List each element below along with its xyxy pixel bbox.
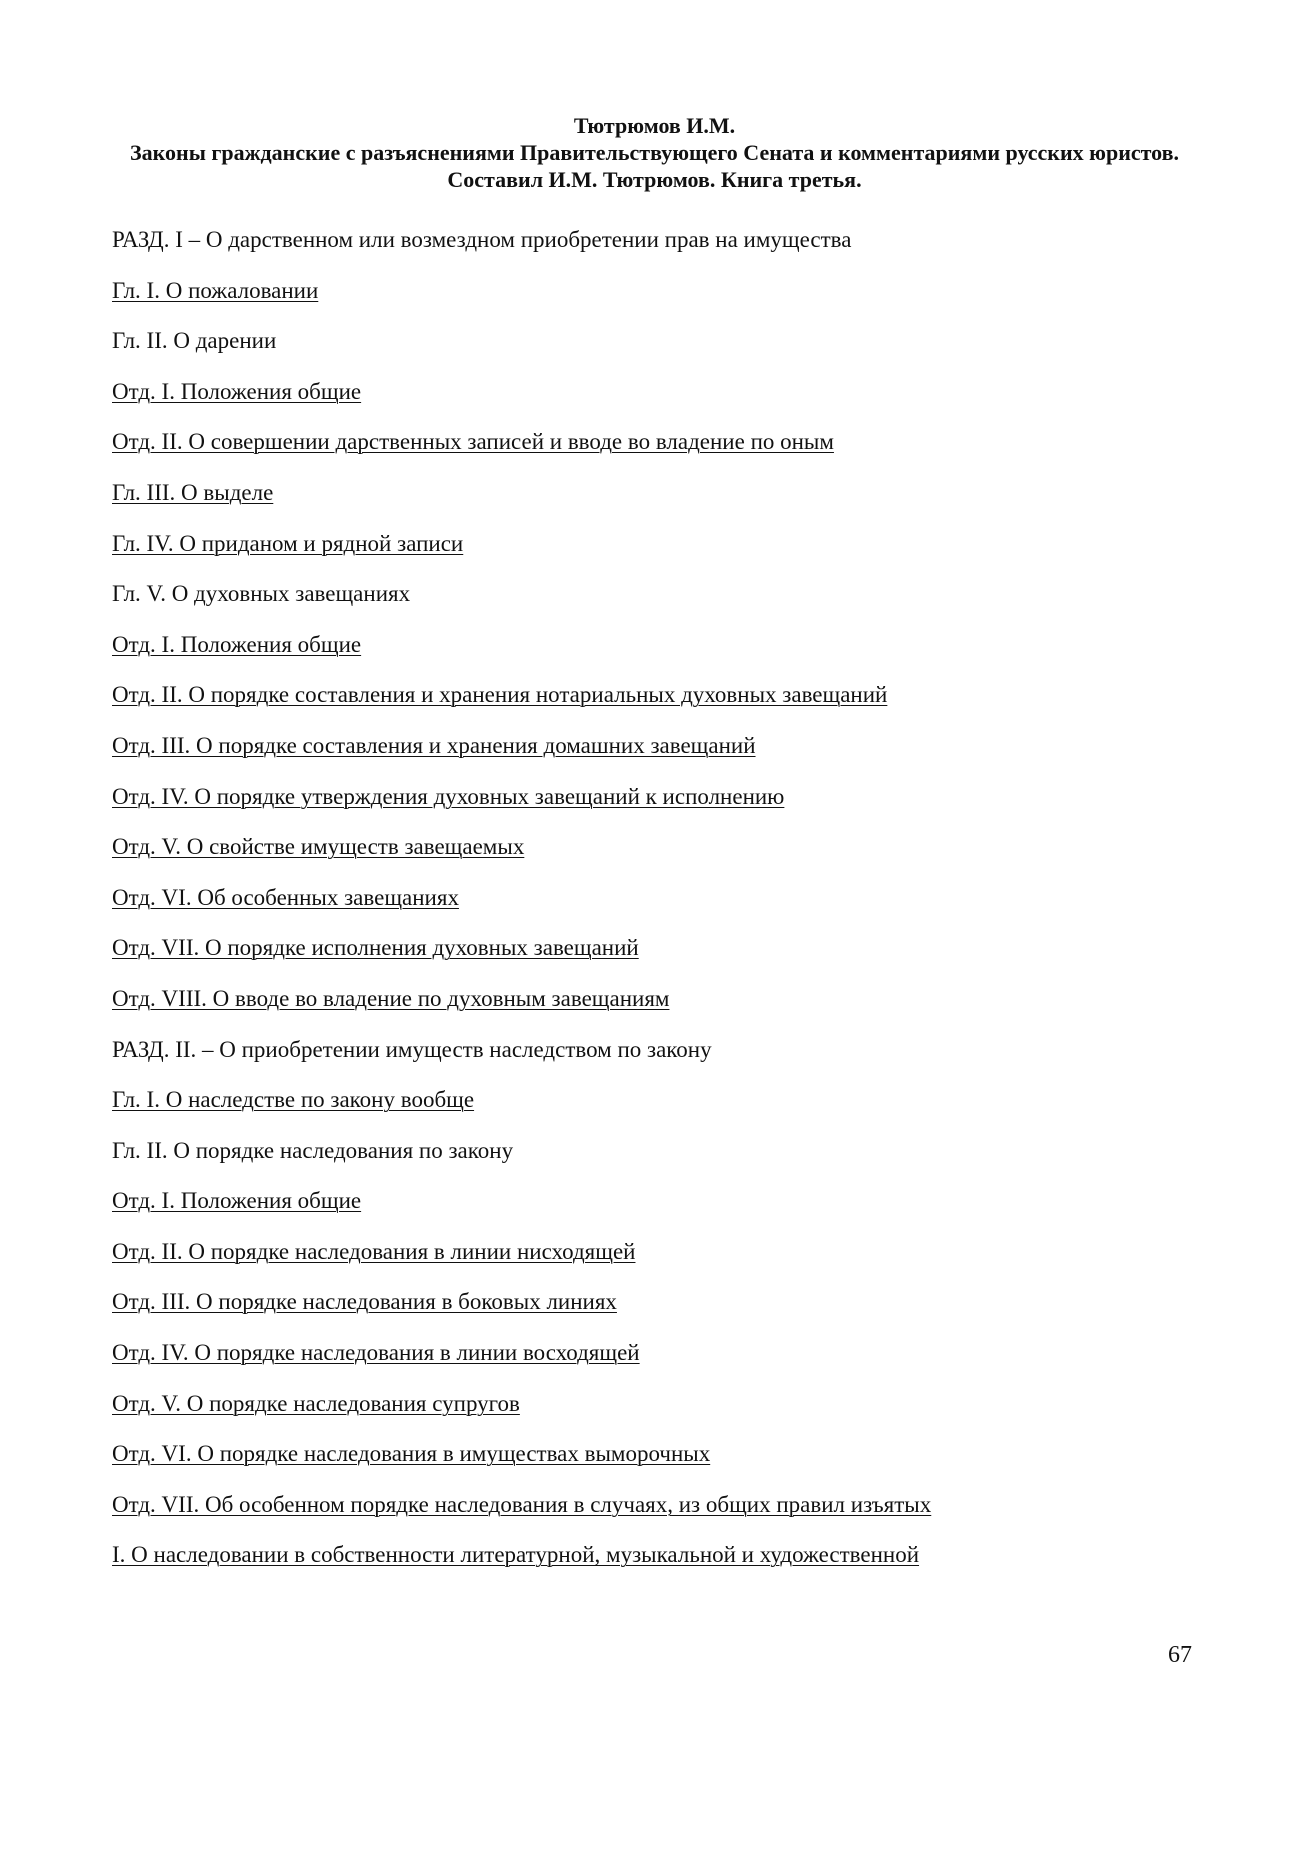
toc-entry[interactable]	[112, 1186, 1222, 1237]
toc-entry[interactable]	[112, 731, 1222, 782]
page-number: 67	[1168, 1642, 1192, 1668]
toc-entry[interactable]	[112, 1540, 1222, 1591]
toc-heading: РАЗД. II. – О приобретении имуществ наследством по закону	[112, 1036, 712, 1062]
toc-entry[interactable]	[112, 1287, 1222, 1338]
toc-link[interactable]: Гл. I. О наследстве по закону вообще	[112, 1087, 475, 1113]
toc-heading: РАЗД. I – О дарственном или возмездном приобретении прав на имущества	[112, 227, 852, 252]
toc-entry[interactable]	[112, 529, 1222, 580]
toc-entry	[112, 579, 1222, 630]
toc-entry	[112, 225, 1222, 276]
toc-link[interactable]: Гл. IV. О приданом и рядной записи	[112, 530, 464, 556]
toc-heading: Гл. V. О духовных завещаниях	[112, 581, 411, 607]
toc-entry[interactable]	[112, 933, 1222, 984]
toc-link[interactable]: Отд. VII. Об особенном порядке наследования в случаях, из общих правил изъятых	[112, 1491, 932, 1517]
toc-entry[interactable]	[112, 1085, 1222, 1136]
toc-link[interactable]: Отд. II. О совершении дарственных записей и вводе во владение по оным	[112, 429, 834, 455]
toc-link[interactable]: Отд. VIII. О вводе во владение по духовным завещаниям	[112, 985, 670, 1011]
toc-link[interactable]: I. О наследовании в собственности литературной, музыкальной и художественной	[112, 1542, 920, 1568]
toc-entry	[112, 326, 1222, 377]
toc-entry[interactable]	[112, 276, 1222, 327]
toc-entry[interactable]	[112, 832, 1222, 883]
toc-link[interactable]: Отд. II. О порядке составления и хранения нотариальных духовных завещаний	[112, 682, 888, 708]
toc-link[interactable]: Отд. IV. О порядке наследования в линии восходящей	[112, 1340, 640, 1366]
document-header	[100, 112, 1209, 193]
toc-entry[interactable]	[112, 377, 1222, 428]
toc-link[interactable]: Отд. VI. Об особенных завещаниях	[112, 884, 459, 910]
book-title: Законы гражданские с разъяснениями Правительствующего Сената и комментариями русских юристов. Составил И.М. Тютрюмов. Книга третья.	[130, 140, 1179, 192]
toc-entry[interactable]	[112, 680, 1222, 731]
toc-link[interactable]: Отд. III. О порядке составления и хранения домашних завещаний	[112, 732, 756, 758]
toc-link[interactable]: Отд. V. О порядке наследования супругов	[112, 1390, 520, 1416]
toc-link[interactable]: Отд. I. Положения общие	[112, 631, 362, 657]
toc-link[interactable]: Гл. III. О выделе	[112, 479, 274, 505]
toc-link[interactable]: Отд. III. О порядке наследования в боковых линиях	[112, 1289, 617, 1315]
toc-link[interactable]: Отд. V. О свойстве имуществ завещаемых	[112, 834, 525, 860]
toc-link[interactable]: Гл. I. О пожаловании	[112, 277, 319, 303]
toc-heading: Гл. II. О порядке наследования по закону	[112, 1137, 514, 1163]
toc-entry[interactable]	[112, 427, 1222, 478]
author-name: Тютрюмов И.М.	[573, 113, 736, 138]
toc-entry[interactable]	[112, 883, 1222, 934]
toc-link[interactable]: Отд. VI. О порядке наследования в имуществах выморочных	[112, 1441, 711, 1467]
toc-entry[interactable]	[112, 1237, 1222, 1288]
toc-entry	[112, 1136, 1222, 1187]
toc-entry[interactable]	[112, 1490, 1222, 1541]
toc-entry[interactable]	[112, 478, 1222, 529]
toc-link[interactable]: Отд. I. Положения общие	[112, 378, 362, 404]
toc-link[interactable]: Отд. I. Положения общие	[112, 1188, 362, 1214]
toc-heading: Гл. II. О дарении	[112, 328, 277, 354]
toc-entry[interactable]	[112, 984, 1222, 1035]
toc-entry	[112, 1035, 1222, 1086]
table-of-contents	[112, 225, 1222, 1591]
toc-entry[interactable]	[112, 630, 1222, 681]
toc-entry[interactable]	[112, 1389, 1222, 1440]
toc-entry[interactable]	[112, 782, 1222, 833]
toc-entry[interactable]	[112, 1439, 1222, 1490]
toc-link[interactable]: Отд. VII. О порядке исполнения духовных завещаний	[112, 935, 639, 961]
toc-link[interactable]: Отд. IV. О порядке утверждения духовных завещаний к исполнению	[112, 783, 785, 809]
toc-entry[interactable]	[112, 1338, 1222, 1389]
toc-link[interactable]: Отд. II. О порядке наследования в линии нисходящей	[112, 1238, 636, 1264]
